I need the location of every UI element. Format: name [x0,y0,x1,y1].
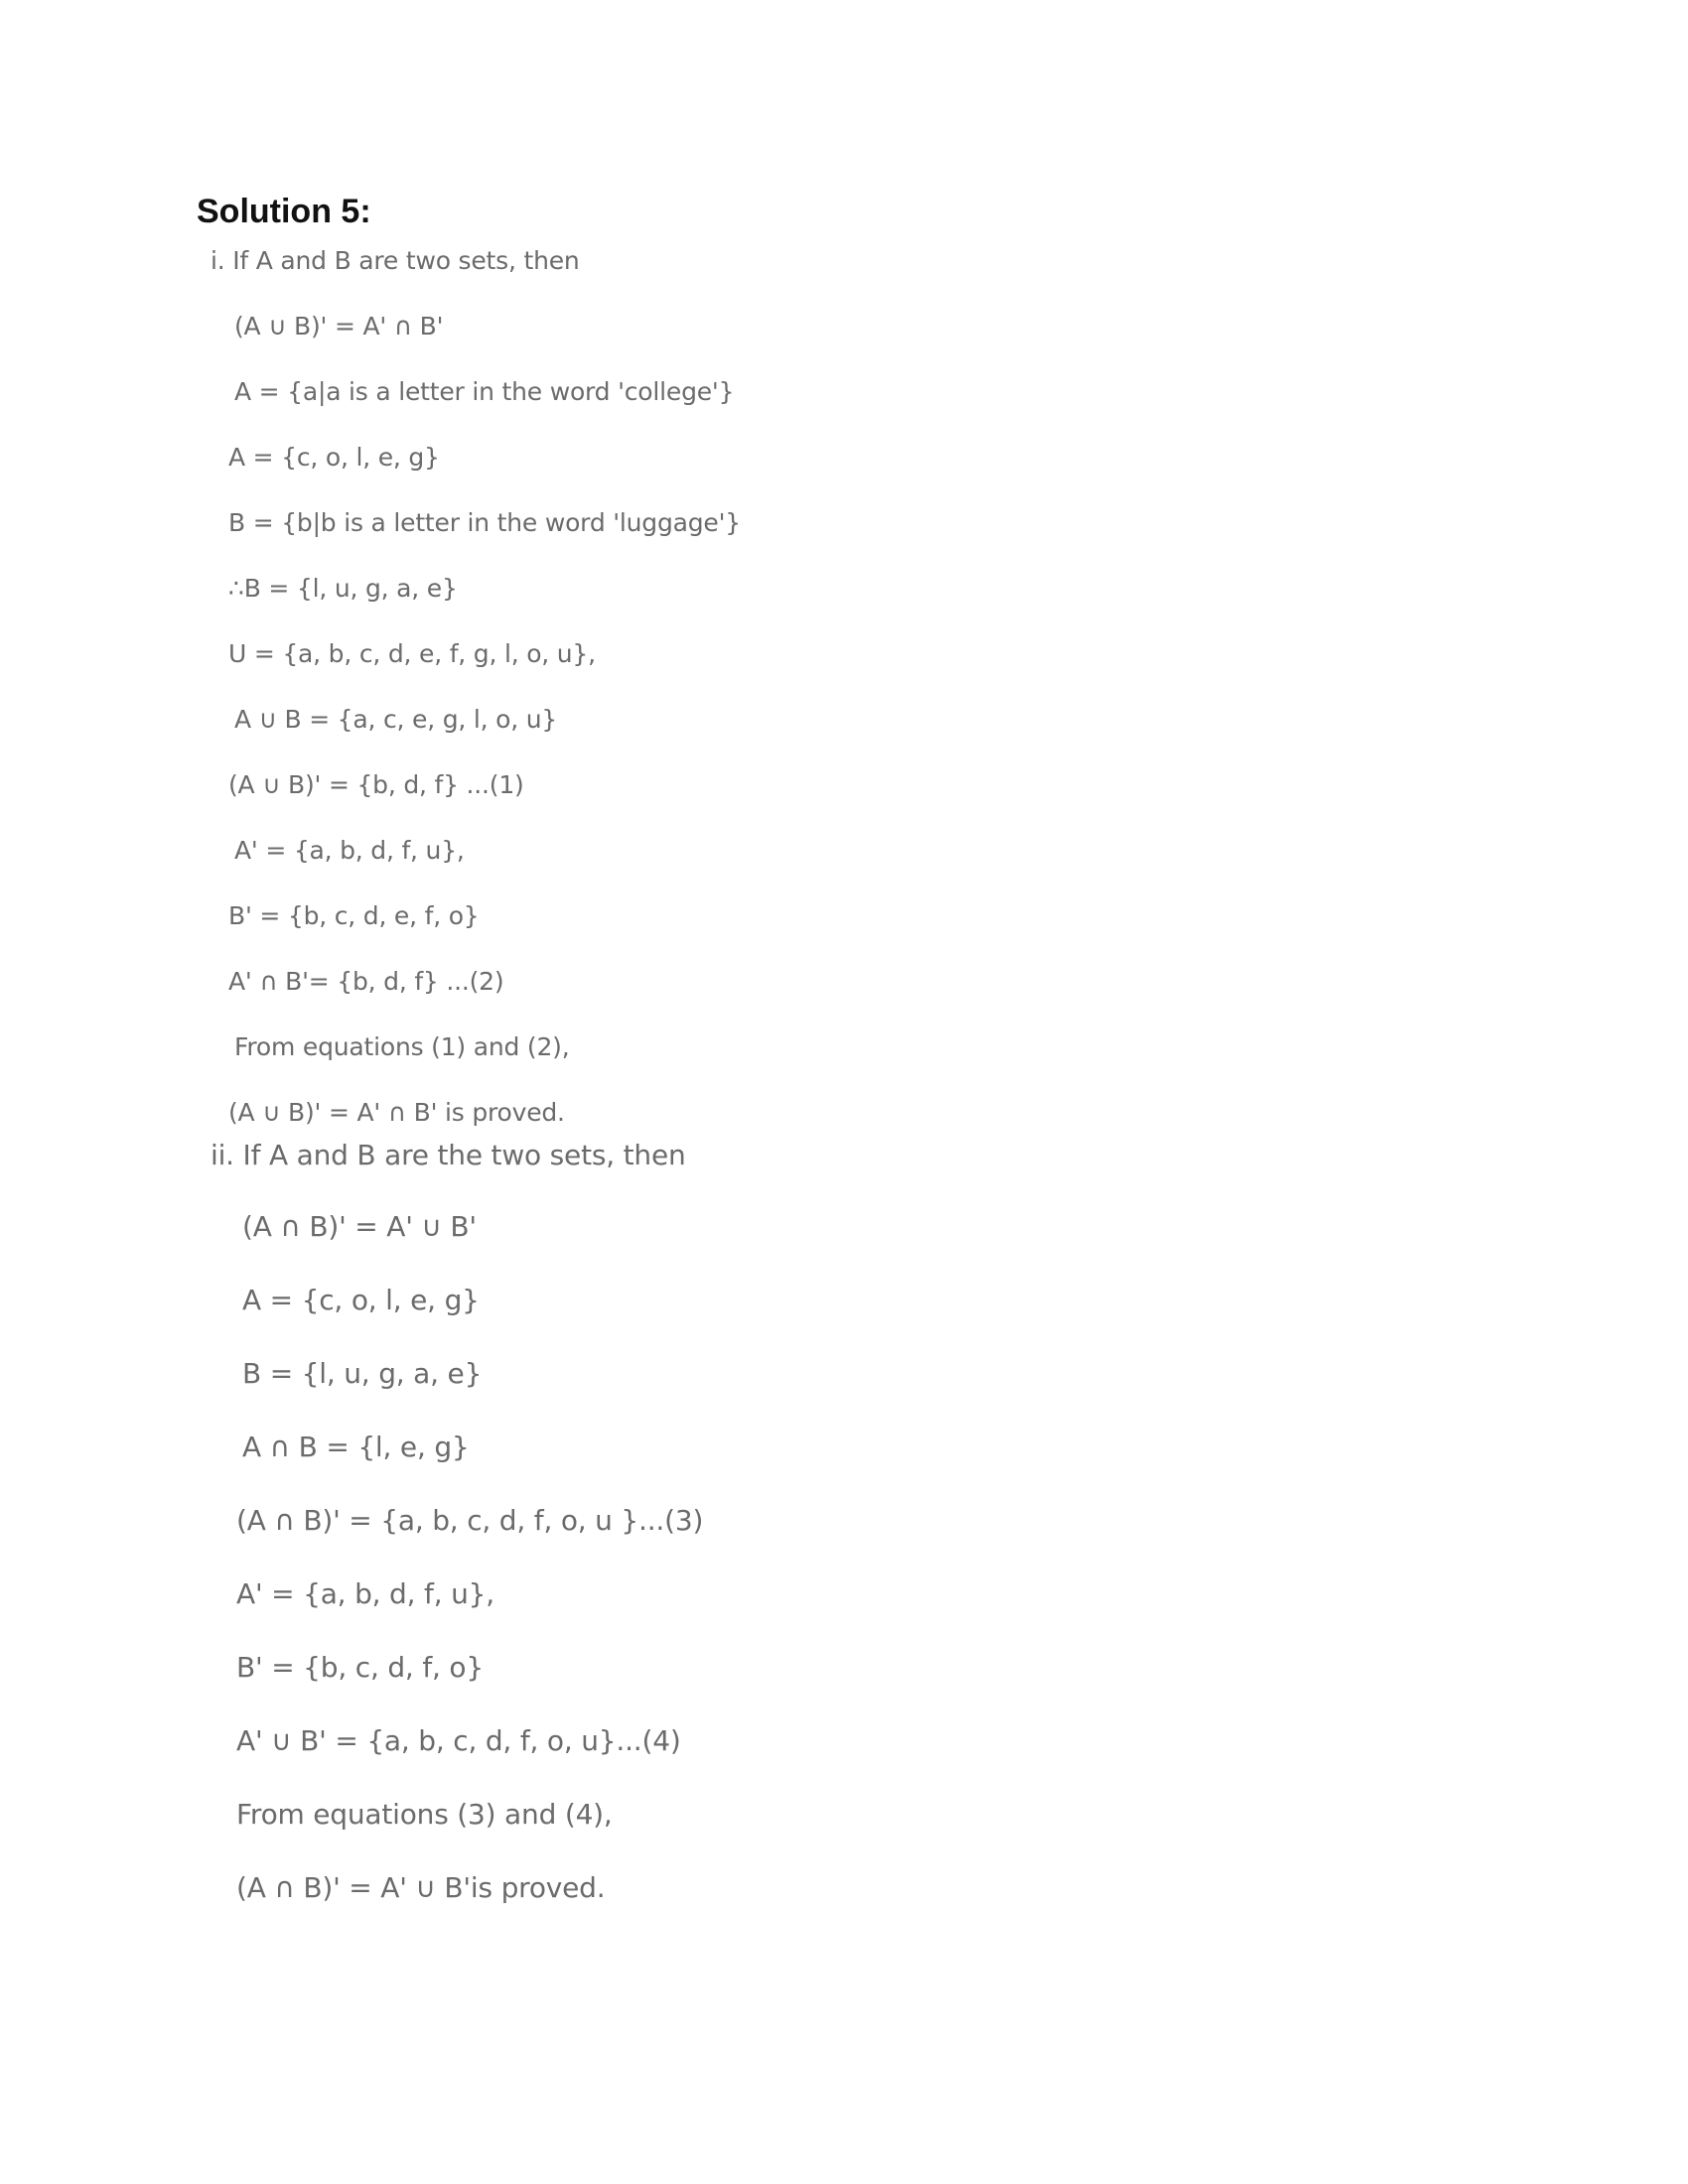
part1-line: A = {a|a is a letter in the word 'college'} [234,377,735,406]
page-title: Solution 5: [197,193,371,230]
part1-line: From equations (1) and (2), [234,1032,570,1061]
part2-line: (A ∩ B)' = A' ∪ B'is proved. [236,1871,606,1904]
part1-line: B' = {b, c, d, e, f, o} [228,901,480,930]
part2-line: A = {c, o, l, e, g} [242,1284,480,1316]
part1-intro: i. If A and B are two sets, then [211,246,580,275]
part2-line: (A ∩ B)' = {a, b, c, d, f, o, u }...(3) [236,1504,704,1537]
part1-line: A = {c, o, l, e, g} [228,443,440,472]
part1-line: U = {a, b, c, d, e, f, g, l, o, u}, [228,639,596,668]
part2-line: A' = {a, b, d, f, u}, [236,1577,494,1610]
part1-line: (A ∪ B)' = {b, d, f} ...(1) [228,770,524,799]
part1-line: (A ∪ B)' = A' ∩ B' [234,312,444,341]
part1-line: A ∪ B = {a, c, e, g, l, o, u} [234,705,558,734]
part2-line: A' ∪ B' = {a, b, c, d, f, o, u}...(4) [236,1724,681,1757]
part1-line: A' = {a, b, d, f, u}, [234,836,465,865]
part1-line: ∴B = {l, u, g, a, e} [228,574,458,603]
part2-line: B = {l, u, g, a, e} [242,1357,483,1390]
part2-line: A ∩ B = {l, e, g} [242,1431,470,1463]
part2-line: (A ∩ B)' = A' ∪ B' [242,1210,477,1243]
part1-line: B = {b|b is a letter in the word 'luggage'} [228,508,741,537]
part2-line: From equations (3) and (4), [236,1798,613,1831]
part2-intro: ii. If A and B are the two sets, then [211,1139,686,1171]
part1-line: (A ∪ B)' = A' ∩ B' is proved. [228,1098,565,1127]
part2-line: B' = {b, c, d, f, o} [236,1651,484,1684]
part1-line: A' ∩ B'= {b, d, f} ...(2) [228,967,504,996]
